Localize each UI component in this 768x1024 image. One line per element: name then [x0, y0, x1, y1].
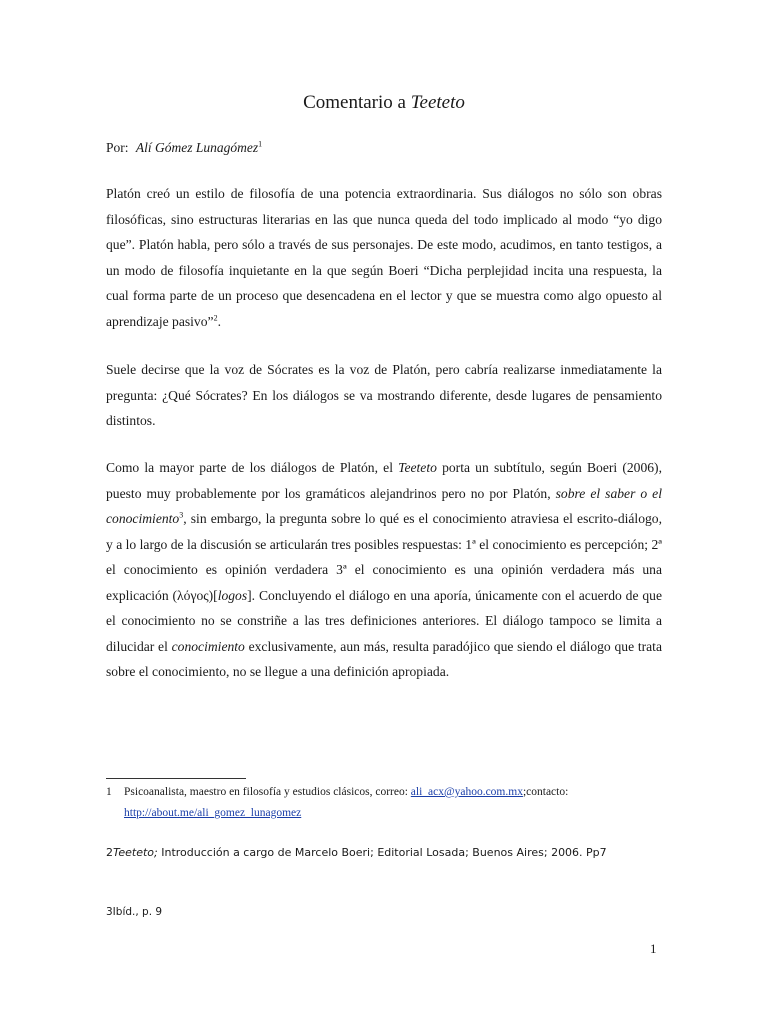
paragraph-3-text-a: Como la mayor parte de los diálogos de Platón, el: [106, 460, 399, 475]
subtitle-italic: sobre el saber o el conocimiento: [106, 485, 662, 526]
footnote-1-text: Psicoanalista, maestro en filosofía y estudios clásicos, correo:: [124, 786, 411, 798]
paragraph-1: [106, 181, 662, 334]
footnote-2-text: Introducción a cargo de Marcelo Boeri; Editorial Losada; Buenos Aires; 2006. Pp7: [157, 846, 607, 859]
conocimiento-italic: conocimiento: [171, 638, 245, 654]
paragraph-3-text-d: ]. Concluyendo el diálogo en una aporía, únicamente con el acuerdo de que el conocimiento no se constriñe a las tres definiciones anteriores. El diálogo tampoco se limita a dilucidar el: [106, 587, 662, 654]
footnote-2-title: Teeteto;: [113, 846, 158, 859]
logos-italic: logos: [217, 587, 248, 603]
profile-url-link[interactable]: http://about.me/ali_gomez_lunagomez: [124, 807, 302, 819]
footnote-ref-3: 3: [179, 510, 184, 520]
byline: [106, 140, 262, 156]
paragraph-3-text-e: exclusivamente, aun más, resulta paradójico que siendo el diálogo que trata sobre el conocimiento, no se llegue a una definición apropiada.: [106, 638, 662, 679]
paragraph-2: Suele decirse que la voz de Sócrates es la voz de Platón, pero cabría realizarse inmediatamente la pregunta: ¿Qué Sócrates? En los diálogos se va mostrando diferente, desde lugares de pensamiento distintos.: [106, 362, 662, 428]
footnote-divider: [106, 778, 246, 779]
paragraph-3-text-c: , sin embargo, la pregunta sobre lo qué es el conocimiento atraviesa el escrito-diálogo, y a lo largo de la discusión se articularán tres posibles respuestas: 1ª el conocimiento es percepción; 2ª el conocimiento es opinión verdadera 3ª el conocimiento es una opinión verdadera más una explicación (λόγος)[: [106, 511, 662, 603]
footnote-3: 3Ibíd., p. 9: [106, 906, 163, 918]
author-name: Alí Gómez Lunagómez: [135, 140, 259, 155]
footnote-2: [106, 846, 662, 859]
document-title: [0, 92, 768, 114]
footnote-1-contact: ;contacto:: [522, 786, 569, 798]
paragraph-1-text: Platón creó un estilo de filosofía de una potencia extraordinaria. Sus diálogos no sólo son obras filosóficas, sino estructuras literarias en las que nunca queda del todo implicado al modo “yo digo que”. Platón habla, pero sólo a través de sus personajes. De este modo, acudimos, en tanto testigos, a un modo de filosofía inquietante en la que según Boeri “Dicha perplejidad incita una respuesta, la cual forma parte de un proceso que desencadena en el lector y que se muestra como algo opuesto al aprendizaje pasivo”: [106, 186, 662, 329]
footnote-1-number: 1: [106, 786, 112, 798]
footnote-1: [106, 782, 662, 824]
teeteto-italic: Teeteto: [398, 460, 437, 475]
author-footnote-ref: 1: [258, 139, 263, 149]
paragraph-3-text-b: porta un subtítulo, según Boeri (2006), puesto muy probablemente por los gramáticos alejandrinos pero no por Platón,: [106, 460, 662, 501]
email-link[interactable]: ali_acx@yahoo.com.mx: [410, 786, 523, 798]
title-prefix: Comentario a: [303, 92, 411, 113]
title-italic: Teeteto: [410, 92, 465, 113]
footnote-ref-2: 2: [213, 312, 218, 322]
page-number: 1: [650, 941, 657, 956]
footnote-2-number: 2: [106, 846, 113, 859]
byline-label: Por:: [106, 140, 129, 155]
paragraph-1-end: .: [217, 313, 221, 329]
paragraph-3: [106, 455, 662, 685]
